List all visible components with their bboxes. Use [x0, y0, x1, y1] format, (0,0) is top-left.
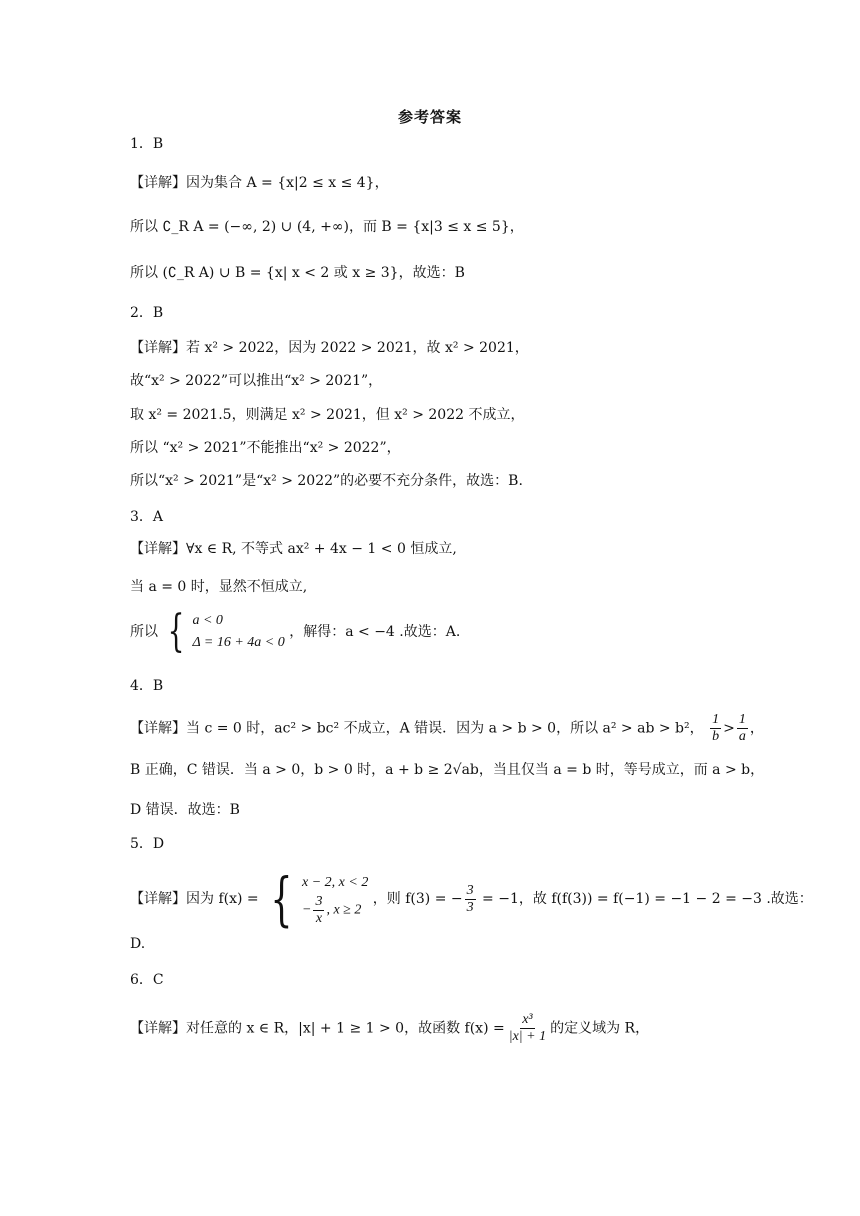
q6-fraction: $\frac{\text{x³}}{|x| + 1}$	[508, 1012, 547, 1044]
left-brace: {	[270, 865, 293, 933]
q4-text-1: 当 c = 0 时，ac² > bc² 不成立，A 错误．因为 a > b > 0，所以 a² > ab > b²，	[186, 720, 704, 737]
q6-suffix: 的定义域为 R，	[550, 1020, 650, 1037]
detail-label: 【详解】	[130, 891, 186, 907]
q5-answer: 5．D	[130, 836, 165, 852]
q2-line-2: 故“x² > 2022”可以推出“x² > 2021”，	[130, 373, 383, 389]
detail-label: 【详解】	[130, 541, 186, 557]
q4-line-1: 【详解】当 c = 0 时，ac² > bc² 不成立，A 错误．因为 a > b > 0，所以 a² > ab > b²， $\frac{1}{b}$ > $\frac{1}{a}$ ，	[130, 712, 764, 744]
detail-label: 【详解】	[130, 340, 186, 356]
q5-case-2: − $\frac{3}{x}$ , x ≥ 2	[302, 893, 362, 926]
q6-line-1	[130, 1012, 649, 1045]
q5-prefix: 因为 f(x) =	[186, 891, 259, 907]
q1-line-3: 所以 (∁_R A) ∪ B = {x| x < 2 或 x ≥ 3}，故选：B	[130, 265, 465, 281]
q5-fraction: $\frac{3}{3}$	[466, 882, 474, 915]
q5-piecewise	[263, 865, 369, 933]
detail-label: 【详解】	[130, 720, 186, 737]
q4-line-3: D 错误．故选：B	[130, 802, 240, 818]
q5-line-2: D.	[130, 936, 146, 952]
q2-line-3: 取 x² = 2021.5，则满足 x² > 2021，但 x² > 2022 不成立，	[130, 407, 525, 423]
q5-suffix: = −1，故 f(f(3)) = f(−1) = −1 − 2 = −3 .故选：	[477, 891, 813, 907]
q5-case-1: x − 2, x < 2	[302, 874, 369, 890]
q4-line-2: B 正确，C 错误．当 a > 0，b > 0 时，a + b ≥ 2√ab，当且仅当 a = b 时，等号成立，而 a > b，	[130, 762, 765, 778]
q3-prefix: 所以	[130, 624, 158, 640]
q1-text-1: 因为集合 A = {x|2 ≤ x ≤ 4}，	[186, 175, 389, 191]
q2-line-4: 所以 “x² > 2021”不能推出“x² > 2022”，	[130, 440, 401, 456]
q6-answer: 6．C	[130, 972, 164, 988]
q3-text-1: ∀x ∈ R, 不等式 ax² + 4x − 1 < 0 恒成立,	[186, 541, 457, 557]
q2-line-1	[130, 338, 529, 358]
q3-suffix: ，解得：a < −4 .故选：A.	[289, 624, 461, 640]
q4-fraction-1-over-b: $\frac{1}{b}$	[712, 712, 720, 744]
q5-line-1	[130, 865, 813, 933]
q2-line-5: 所以“x² > 2021”是“x² > 2022”的必要不充分条件，故选：B.	[130, 473, 523, 489]
q6-prefix: 对任意的 x ∈ R，|x| + 1 ≥ 1 > 0，故函数 f(x) =	[186, 1020, 505, 1037]
q1-answer: 1．B	[130, 136, 164, 152]
q3-case-system	[162, 606, 285, 657]
q1-line-2: 所以 ∁_R A = (−∞, 2) ∪ (4, +∞)，而 B = {x|3 ≤ x ≤ 5}，	[130, 219, 524, 235]
q4-fraction-1-over-a: $\frac{1}{a}$	[738, 712, 746, 744]
q3-line-1	[130, 539, 457, 559]
left-brace: {	[168, 606, 185, 657]
q2-text-1: 若 x² > 2022，因为 2022 > 2021，故 x² > 2021，	[186, 340, 529, 356]
q5-mid: ，则 f(3) = −	[372, 891, 463, 907]
page-title: 参考答案	[397, 108, 462, 126]
q3-answer: 3．A	[130, 509, 164, 525]
q3-line-2: 当 a = 0 时，显然不恒成立,	[130, 579, 308, 595]
q4-gt: >	[723, 720, 735, 737]
q3-case-1: a < 0	[192, 613, 223, 628]
q3-line-3	[130, 606, 461, 657]
q2-answer: 2．B	[130, 305, 164, 321]
detail-label: 【详解】	[130, 1020, 186, 1037]
detail-label: 【详解】	[130, 175, 186, 191]
q3-case-2: Δ = 16 + 4a < 0	[192, 635, 285, 650]
q1-line-1	[130, 173, 389, 193]
q4-answer: 4．B	[130, 678, 164, 694]
